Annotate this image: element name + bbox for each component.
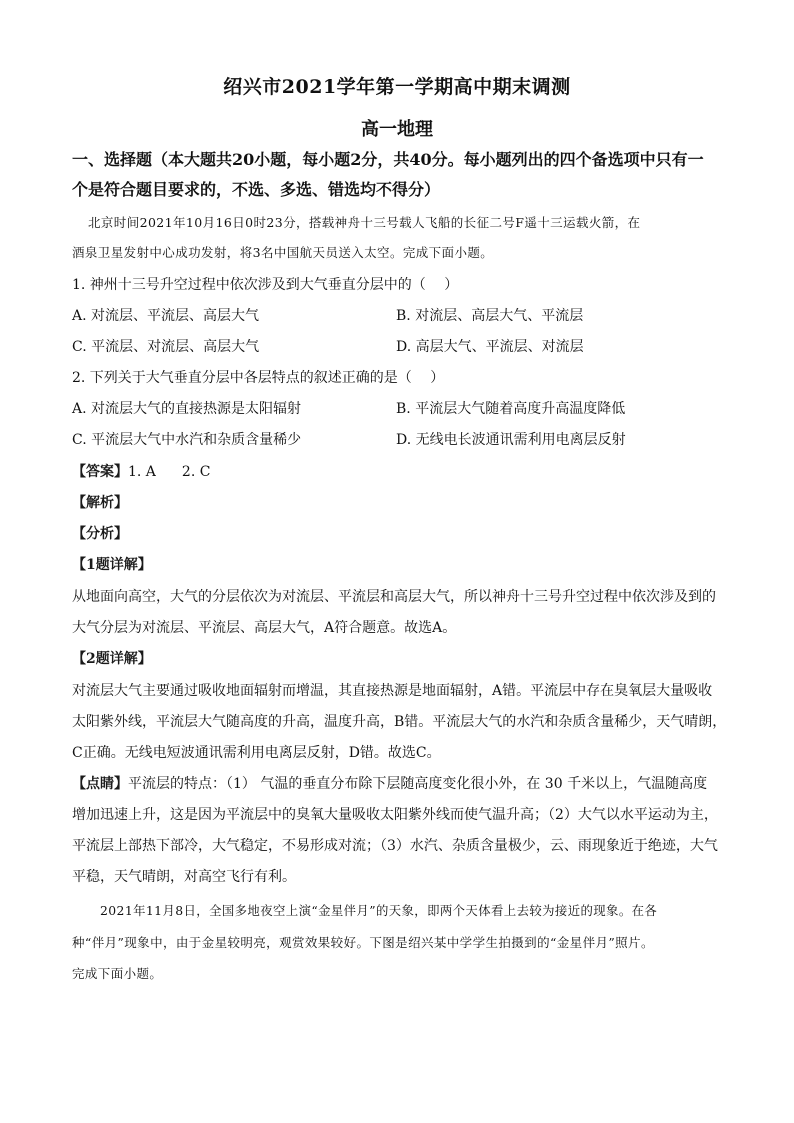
detail2-line1: 对流层大气主要通过吸收地面辐射而增温，其直接热源是地面辐射，A错。平流层中存在臭氧层大量吸收 [72,683,713,699]
question2-option-b: B. 平流层大气随着高度升高温度降低 [396,401,626,417]
detail1-tag: 【1题详解】 [72,557,152,573]
question1-option-a: A. 对流层、平流层、高层大气 [72,308,260,324]
detail1-line1: 从地面向高空，大气的分层依次为对流层、平流层和高层大气，所以神舟十三号升空过程中依次涉及到的 [72,589,716,605]
passage1-line2: 酒泉卫星发射中心成功发射，将3名中国航天员送入太空。完成下面小题。 [72,245,494,260]
dianjing-line1 [72,775,732,793]
question2-option-c: C. 平流层大气中水汽和杂质含量稀少 [72,432,302,448]
dianjing-text1: 平流层的特点：（1） 气温的垂直分布除下层随高度变化很小外，在 30 千米以上，气温随高度 [128,776,708,792]
passage1-line1: 北京时间2021年10月16日0时23分，搭载神舟十三号载人飞船的长征二号F遥十三运载火箭，在 [88,215,641,230]
detail1-line2: 大气分层为对流层、平流层、高层大气，A符合题意。故选A。 [72,620,457,636]
passage2-line3: 完成下面小题。 [72,966,163,981]
question1-option-b: B. 对流层、高层大气、平流层 [396,308,584,324]
dianjing-line2: 增加迅速上升，这是因为平流层中的臭氧大量吸收太阳紫外线而使气温升高；（2）大气以水平运动为主， [72,807,718,823]
dianjing-tag: 【点睛】 [72,776,128,792]
answer-1: 1. A [128,464,156,480]
section-heading-line1: 一、选择题（本大题共20小题，每小题2分，共40分。每小题列出的四个备选项中只有一 [72,150,704,169]
answer-line [72,463,732,481]
detail2-line2: 太阳紫外线，平流层大气随高度的升高，温度升高，B错。平流层大气的水汽和杂质含量稀少，天气晴朗， [72,714,727,730]
question2-option-a: A. 对流层大气的直接热源是太阳辐射 [72,401,302,417]
section-heading-line2: 个是符合题目要求的，不选、多选、错选均不得分） [72,180,441,199]
passage2-line2: 种“伴月”现象中，由于金星较明亮，观赏效果较好。下图是绍兴某中学学生拍摄到的“金星伴月”照片。 [72,935,654,950]
page-title: 绍兴市2021学年第一学期高中期末调测 [223,76,571,98]
detail2-line3: C正确。无线电短波通讯需利用电离层反射，D错。故选C。 [72,745,441,761]
dianjing-line4: 平稳，天气晴朗，对高空飞行有利。 [72,869,296,885]
answer-tag: 【答案】 [72,464,128,480]
analysis-tag: 【解析】 [72,495,128,511]
question1-stem: 1. 神州十三号升空过程中依次涉及到大气垂直分层中的（ ） [72,277,459,293]
detail2-tag: 【2题详解】 [72,651,152,667]
passage2-line1: 2021年11月8日，全国多地夜空上演“金星伴月”的天象，即两个天体看上去较为接近的现象。在各 [100,903,658,918]
dianjing-line3: 平流层上部热下部冷，大气稳定，不易形成对流；（3）水汽、杂质含量极少，云、雨现象近于绝迹，大气 [72,838,718,854]
question1-option-c: C. 平流层、对流层、高层大气 [72,339,260,355]
answer-2: 2. C [181,464,211,480]
question2-stem: 2. 下列关于大气垂直分层中各层特点的叙述正确的是（ ） [72,370,445,386]
page-subtitle: 高一地理 [361,119,433,140]
question2-option-d: D. 无线电长波通讯需利用电离层反射 [396,432,626,448]
fenxi-tag: 【分析】 [72,526,128,542]
question1-option-d: D. 高层大气、平流层、对流层 [396,339,584,355]
